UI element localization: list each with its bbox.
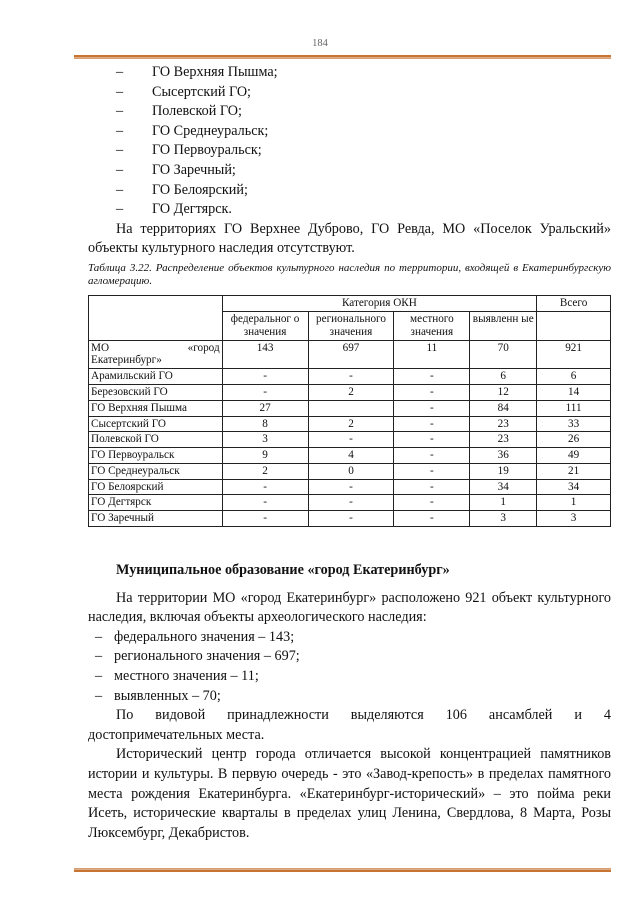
section-heading: Муниципальное образование «город Екатеринбург» (116, 562, 450, 579)
federal-cell: 9 (222, 448, 308, 464)
federal-cell: 143 (222, 340, 308, 369)
regional-cell: 697 (308, 340, 394, 369)
table-row (89, 384, 611, 400)
federal-cell: - (222, 511, 308, 527)
territory-cell: Арамильский ГО (89, 369, 223, 385)
total-cell: 49 (537, 448, 611, 464)
list-item: – Сысертский ГО; (116, 83, 252, 100)
ensembles-paragraph: По видовой принадлежности выделяются 106 ансамблей и 4 достопримечательных места. (88, 707, 611, 743)
territory-cell: ГО Среднеуральск (89, 463, 223, 479)
table-caption: Таблица 3.22. Распределение объектов культурного наследия по территории, входящей в Екатеринбургскую агломерацию. (88, 261, 611, 287)
regional-cell: 0 (308, 463, 394, 479)
identified-cell: 23 (470, 416, 537, 432)
list-item: – местного значения – 11; (95, 668, 259, 685)
local-cell: - (394, 369, 470, 385)
regional-cell: 2 (308, 416, 394, 432)
territory-cell: ГО Верхняя Пышма (89, 400, 223, 416)
table-row (89, 479, 611, 495)
local-cell: - (394, 463, 470, 479)
regional-cell: - (308, 479, 394, 495)
regional-cell: 2 (308, 384, 394, 400)
local-cell: - (394, 432, 470, 448)
territory-cell: ГО Первоуральск (89, 448, 223, 464)
table-row (89, 416, 611, 432)
local-column-header: местного значения (394, 311, 470, 340)
territory-cell: ГО Заречный (89, 511, 223, 527)
section-intro-paragraph: На территории МО «город Екатеринбург» расположено 921 объект культурного наследия, включая объекты археологического наследия: (88, 589, 611, 626)
list-item: – выявленных – 70; (95, 687, 221, 704)
table-row (89, 463, 611, 479)
territory-cell: Полевской ГО (89, 432, 223, 448)
heritage-table (88, 295, 611, 527)
local-cell: - (394, 448, 470, 464)
historic-center-paragraph: Исторический центр города отличается высокой концентрацией памятников истории и культуры. В первую очередь - это «Завод-крепость» в пределах памятного места рождения Екатеринбурга. «Екатеринбург-исторический» – это пойма реки Исеть, исторические кварталы в пределах улиц Ленина, Свердлова, 8 Марта, Розы Люксембург, Декабристов. (88, 746, 611, 841)
header-rule (74, 55, 611, 59)
list-item: – Полевской ГО; (116, 103, 242, 120)
federal-cell: - (222, 479, 308, 495)
table-row (89, 511, 611, 527)
regional-cell: - (308, 369, 394, 385)
federal-column-header: федеральног о значения (222, 311, 308, 340)
federal-cell: 3 (222, 432, 308, 448)
total-cell: 21 (537, 463, 611, 479)
table-row (89, 340, 611, 369)
identified-cell: 36 (470, 448, 537, 464)
list-item: – ГО Среднеуральск; (116, 122, 269, 139)
local-cell: - (394, 495, 470, 511)
total-cell: 111 (537, 400, 611, 416)
territory-cell: Сысертский ГО (89, 416, 223, 432)
list-item: – федерального значения – 143; (95, 628, 295, 645)
regional-column-header: регионального значения (308, 311, 394, 340)
category-header: Категория ОКН (222, 296, 537, 312)
table-row (89, 432, 611, 448)
total-cell: 34 (537, 479, 611, 495)
identified-cell: 19 (470, 463, 537, 479)
regional-cell: - (308, 432, 394, 448)
total-cell: 3 (537, 511, 611, 527)
regional-cell (308, 400, 394, 416)
identified-cell: 70 (470, 340, 537, 369)
local-cell: - (394, 384, 470, 400)
no-heritage-paragraph: На территориях ГО Верхнее Дуброво, ГО Ревда, МО «Поселок Уральский» объекты культурного наследия отсутствуют. (88, 220, 611, 257)
total-cell: 26 (537, 432, 611, 448)
territory-header (89, 296, 223, 340)
list-item: – ГО Дегтярск. (116, 201, 232, 218)
total-subheader-empty (537, 311, 611, 340)
regional-cell: - (308, 495, 394, 511)
list-item: – ГО Белоярский; (116, 181, 248, 198)
table-row (89, 400, 611, 416)
total-cell: 6 (537, 369, 611, 385)
local-cell: 11 (394, 340, 470, 369)
table-header-row (89, 296, 611, 312)
list-item: – ГО Заречный; (116, 161, 236, 178)
identified-cell: 84 (470, 400, 537, 416)
table-row (89, 495, 611, 511)
local-cell: - (394, 400, 470, 416)
total-cell: 921 (537, 340, 611, 369)
total-cell: 33 (537, 416, 611, 432)
footer-rule (74, 868, 611, 872)
federal-cell: 8 (222, 416, 308, 432)
territory-cell: МО «город Екатеринбург» (89, 340, 223, 369)
identified-cell: 6 (470, 369, 537, 385)
table-row (89, 369, 611, 385)
local-cell: - (394, 511, 470, 527)
identified-column-header: выявленн ые (470, 311, 537, 340)
federal-cell: - (222, 384, 308, 400)
identified-cell: 12 (470, 384, 537, 400)
federal-cell: 27 (222, 400, 308, 416)
list-item: – регионального значения – 697; (95, 648, 300, 665)
list-item: – ГО Верхняя Пышма; (116, 64, 278, 80)
list-item: – ГО Первоуральск; (116, 142, 262, 159)
identified-cell: 34 (470, 479, 537, 495)
page-number: 184 (312, 38, 328, 49)
districts-list (88, 63, 611, 220)
local-cell: - (394, 416, 470, 432)
federal-cell: - (222, 495, 308, 511)
table-row (89, 448, 611, 464)
identified-cell: 3 (470, 511, 537, 527)
document-body (88, 63, 611, 843)
federal-cell: 2 (222, 463, 308, 479)
total-cell: 1 (537, 495, 611, 511)
territory-cell: ГО Дегтярск (89, 495, 223, 511)
territory-cell: ГО Белоярский (89, 479, 223, 495)
total-cell: 14 (537, 384, 611, 400)
total-header: Всего (537, 296, 611, 312)
regional-cell: 4 (308, 448, 394, 464)
regional-cell: - (308, 511, 394, 527)
local-cell: - (394, 479, 470, 495)
category-list (88, 628, 611, 706)
identified-cell: 23 (470, 432, 537, 448)
federal-cell: - (222, 369, 308, 385)
territory-cell: Березовский ГО (89, 384, 223, 400)
identified-cell: 1 (470, 495, 537, 511)
